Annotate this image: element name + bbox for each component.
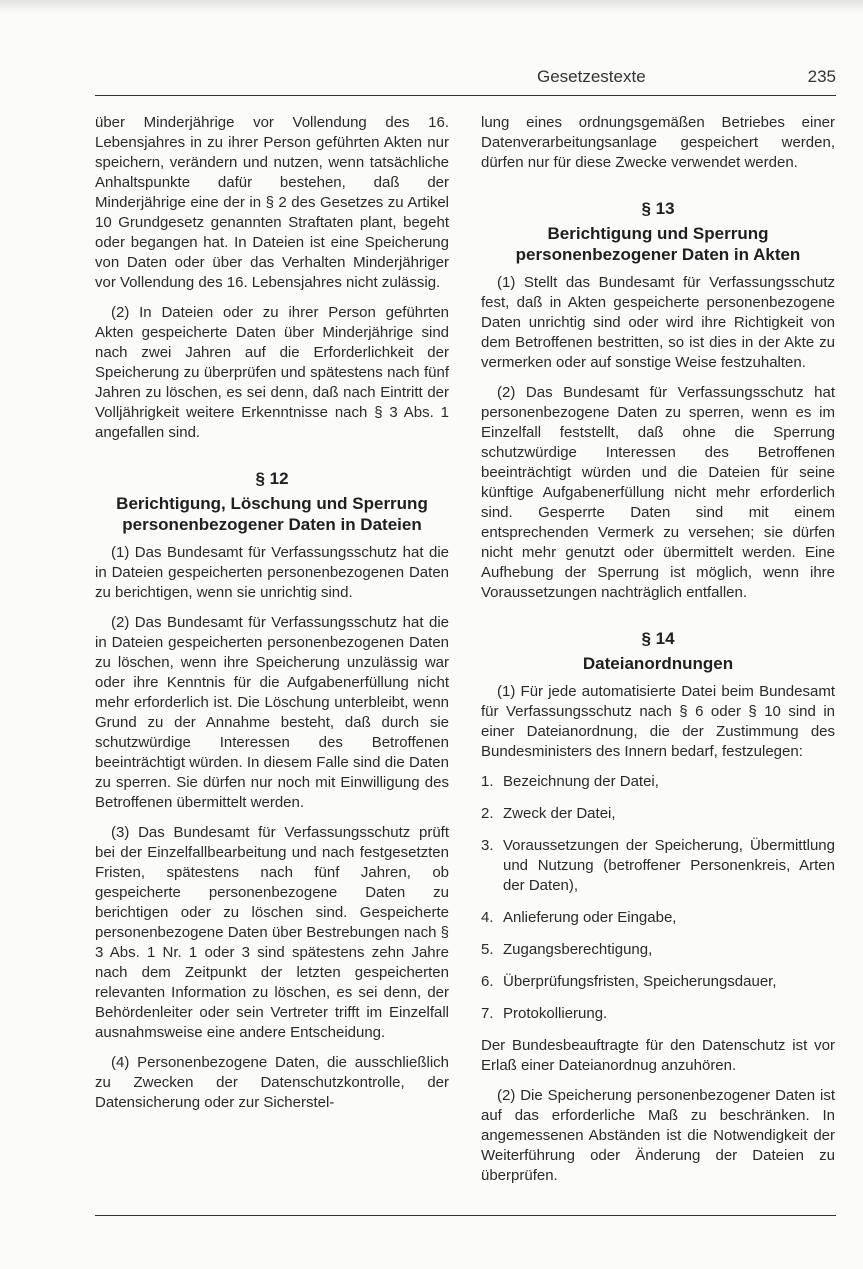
list-item-number: 2.: [481, 805, 494, 822]
section-14-paragraph-2: (2) Die Speicherung personenbezogener Daten ist auf das erforderliche Maß zu beschränken. In angemessenen Abständen ist die Notwendigkeit der Weiterführung oder Änderung der Dateien zu überprüfen.: [481, 1087, 835, 1184]
running-head-title: Gesetzestexte: [537, 67, 646, 86]
list-item-text: Protokollierung.: [503, 1005, 608, 1022]
list-item-number: 7.: [481, 1005, 494, 1022]
list-item-text: Überprüfungsfristen, Speicherungsdauer,: [503, 973, 777, 990]
list-item-text: Anlieferung oder Eingabe,: [503, 909, 677, 926]
list-item-text: Zweck der Datei,: [503, 805, 616, 822]
list-item: [481, 1004, 835, 1024]
section-14-note: Der Bundesbeauftragte für den Datenschutz ist vor Erlaß einer Dateianordnug anzuhören.: [481, 1037, 835, 1074]
section-13-title: Berichtigung und Sperrung personenbezogener Daten in Akten: [515, 224, 801, 264]
section-12-paragraph-4: (4) Personenbezogene Daten, die ausschließlich zu Zwecken der Datenschutzkontrolle, der Datensicherung oder zur Sicherstel-: [95, 1054, 449, 1111]
section-14-number: § 14: [641, 629, 675, 648]
right-column: [481, 113, 835, 1196]
list-item: [481, 908, 835, 928]
paragraph-continued-right: lung eines ordnungsgemäßen Betriebes einer Datenverarbeitungsanlage gespeichert werden, dürfen nur für diese Zwecke verwendet werden.: [481, 114, 835, 171]
paragraph-continued: über Minderjährige vor Vollendung des 16. Lebensjahres in zu ihrer Person geführten Akten nur speichern, verändern und nutzen, wenn tatsächliche Anhaltspunkte dafür bestehen, daß der Minderjährige eine der in § 2 des Gesetzes zu Artikel 10 Grundgesetz genannten Straftaten plant, begeht oder begangen hat. In Dateien ist eine Speicherung von Daten oder über das Verhalten Minderjähriger vor Vollendung des 16. Lebensjahres nicht zulässig.: [95, 114, 449, 291]
page-number: 235: [807, 67, 836, 86]
section-12-paragraph-1: (1) Das Bundesamt für Verfassungsschutz hat die in Dateien gespeicherten personenbezogenen Daten zu berichtigen, wenn sie unrichtig sind.: [95, 544, 449, 601]
paragraph-minors-deletion: (2) In Dateien oder zu ihrer Person geführten Akten gespeicherte Daten über Minderjährige sind nach zwei Jahren auf die Erforderlichkeit der Speicherung zu überprüfen und spätestens nach fünf Jahren zu löschen, es sei denn, daß nach Eintritt der Volljährigkeit weitere Erkenntnisse nach § 3 Abs. 1 angefallen sind.: [95, 304, 449, 441]
left-column: [95, 113, 449, 1123]
section-12-paragraph-3: (3) Das Bundesamt für Verfassungsschutz prüft bei der Einzelfallbearbeitung und nach festgesetzten Fristen, spätestens nach fünf Jahren, ob gespeicherte personenbezogene Daten zu berichtigen oder zu löschen sind. Gespeicherte personenbezogene Daten über Bestrebungen nach § 3 Abs. 1 Nr. 1 oder 3 sind spätestens zehn Jahre nach dem Zeitpunkt der letzten gespeicherten relevanten Information zu löschen, es sei denn, der Behördenleiter oder sein Vertreter trifft im Einzelfall ausnahmsweise eine andere Entscheidung.: [95, 824, 449, 1041]
list-item: [481, 940, 835, 960]
list-item-number: 3.: [481, 837, 494, 854]
list-item: [481, 772, 835, 792]
list-item-text: Voraussetzungen der Speicherung, Übermittlung und Nutzung (betroffener Personenkreis, Arten der Daten),: [503, 837, 835, 894]
list-item-number: 1.: [481, 773, 494, 790]
section-13-paragraph-1: (1) Stellt das Bundesamt für Verfassungsschutz fest, daß in Akten gespeicherte personenbezogene Daten unrichtig sind oder wird ihre Richtigkeit von dem Betroffenen bestritten, so ist dies in der Akte zu vermerken oder auf sonstige Weise festzuhalten.: [481, 274, 835, 371]
section-14-paragraph-1: (1) Für jede automatisierte Datei beim Bundesamt für Verfassungsschutz nach § 6 oder § 10 sind in einer Dateianordnung, die der Zustimmung des Bundesministers des Innern bedarf, festzulegen:: [481, 683, 835, 760]
list-item: [481, 804, 835, 824]
scan-edge: [0, 0, 863, 14]
list-item-number: 6.: [481, 973, 494, 990]
list-item: [481, 972, 835, 992]
section-12-paragraph-2: (2) Das Bundesamt für Verfassungsschutz hat die in Dateien gespeicherten personenbezogenen Daten zu löschen, wenn ihre Speicherung unzulässig war oder ihre Kenntnis für die Aufgabenerfüllung nicht mehr erforderlich ist. Die Löschung unterbleibt, wenn Grund zu der Annahme besteht, daß durch sie schutzwürdige Interessen des Betroffenen beeinträchtigt würden. In diesem Falle sind die Daten zu sperren. Sie dürfen nur noch mit Einwilligung des Betroffenen übermittelt werden.: [95, 614, 449, 811]
section-12-title: Berichtigung, Löschung und Sperrung personenbezogener Daten in Dateien: [116, 494, 428, 534]
section-14-title: Dateianordnungen: [582, 654, 734, 673]
section-12-number: § 12: [255, 469, 289, 488]
section-13-paragraph-2: (2) Das Bundesamt für Verfassungsschutz hat personenbezogene Daten zu sperren, wenn es im Einzelfall feststellt, daß ohne die Sperrung schutzwürdige Interessen des Betroffenen beeinträchtigt würden und die Dateien für seine künftige Aufgabenerfüllung nicht mehr erforderlich sind. Gesperrte Daten sind mit einem entsprechenden Vermerk zu versehen; sie dürfen nicht mehr genutzt oder übermittelt werden. Eine Aufhebung der Sperrung ist möglich, wenn ihre Voraussetzungen nachträglich entfallen.: [481, 384, 835, 601]
section-14-list: [481, 772, 835, 1024]
section-13-number: § 13: [641, 199, 675, 218]
list-item-text: Bezeichnung der Datei,: [503, 773, 659, 790]
footer-rule: [95, 1215, 836, 1216]
list-item-number: 5.: [481, 941, 494, 958]
list-item-text: Zugangsberechtigung,: [503, 941, 653, 958]
list-item-number: 4.: [481, 909, 494, 926]
list-item: [481, 836, 835, 896]
header-rule: [95, 95, 836, 96]
